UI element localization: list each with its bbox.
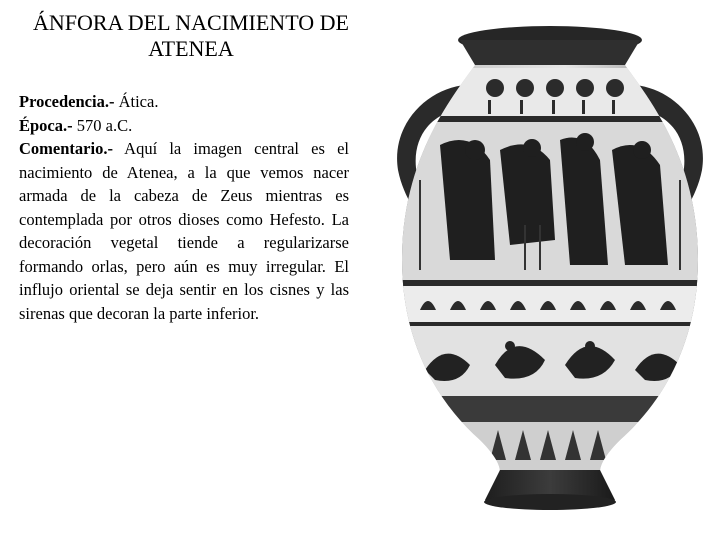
procedencia-row [19,90,349,114]
procedencia-value: Ática. [114,92,159,111]
epoca-label: Época.- [19,115,73,135]
comentario-value: Aquí la imagen central es el nacimiento de Atenea, a la que vemos nacer armada de la cabeza de Zeus mientras es contemplada por otros dioses como Hefesto. La decoración vegetal tiende a regularizarse formando orlas, pero aún es muy irregular. El influjo oriental se deja sentir en los cisnes y las sirenas que decoran la parte inferior. [19,139,349,323]
amphora-illustration [380,10,720,540]
comentario-label: Comentario.- [19,139,113,158]
description-block [19,90,349,325]
epoca-row [19,114,349,138]
amphora-photo [380,10,720,540]
epoca-value: 570 a.C. [72,115,133,135]
comentario-row [19,137,349,325]
title-line-1: ÁNFORA DEL NACIMIENTO DE [33,10,349,35]
procedencia-label: Procedencia.- [19,92,115,111]
title-line-2: ATENEA [148,36,234,61]
page-title [6,10,376,62]
